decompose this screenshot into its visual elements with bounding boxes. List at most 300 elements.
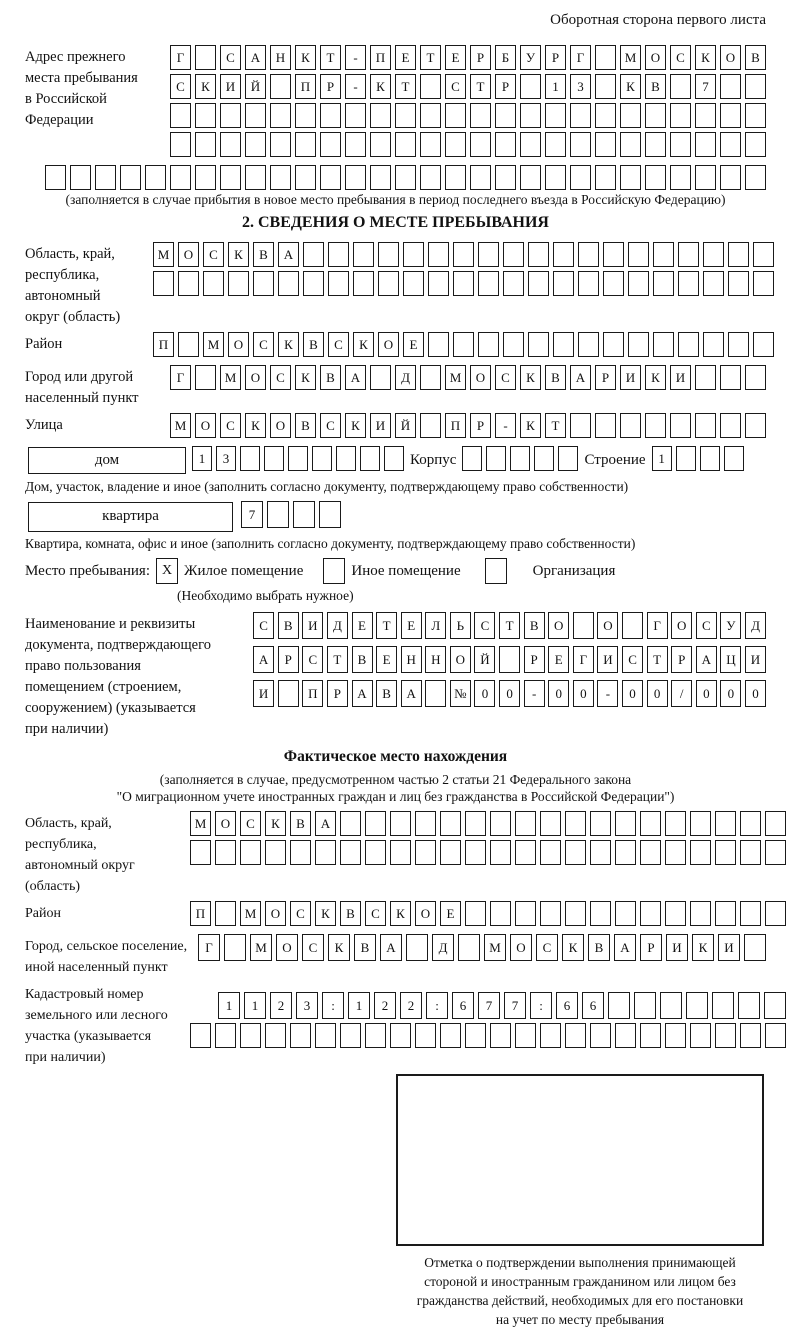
kvartira-row	[28, 501, 766, 532]
label-line: в Российской	[25, 91, 107, 107]
oblast-label	[25, 242, 153, 328]
page-side-note: Оборотная сторона первого листа	[550, 12, 766, 28]
fact-gorod-field	[25, 934, 766, 978]
label-line: при наличии)	[25, 1050, 106, 1065]
char-cell: 1	[218, 992, 240, 1019]
char-cell	[515, 901, 536, 926]
char-cell: И	[745, 646, 766, 673]
char-cell	[520, 74, 541, 99]
char-cell	[365, 840, 386, 865]
char-cell	[445, 103, 466, 128]
char-cell: М	[190, 811, 211, 836]
char-cell	[240, 446, 260, 471]
char-cell	[728, 271, 749, 296]
char-cell	[370, 103, 391, 128]
label-line: Город, сельское поселение,	[25, 939, 188, 954]
char-cell	[615, 840, 636, 865]
char-cell: В	[340, 901, 361, 926]
char-cell: Й	[395, 413, 416, 438]
char-cell: У	[720, 612, 741, 639]
char-cell	[595, 74, 616, 99]
char-cell	[295, 165, 316, 190]
char-cell	[290, 840, 311, 865]
char-cell	[565, 1023, 586, 1048]
doc-row-1	[247, 612, 766, 639]
char-cell	[253, 271, 274, 296]
char-cell: №	[450, 680, 471, 707]
char-cell	[425, 680, 446, 707]
char-cell	[528, 242, 549, 267]
char-cell: -	[345, 74, 366, 99]
label-line: республика,	[25, 267, 100, 283]
char-cell	[595, 165, 616, 190]
char-cell	[645, 132, 666, 157]
char-cell: К	[345, 413, 366, 438]
label-line: населенный пункт	[25, 390, 139, 406]
char-cell: П	[302, 680, 323, 707]
char-cell	[745, 165, 766, 190]
char-cell: Т	[647, 646, 668, 673]
label-line: гражданства действий, необходимых для его постановки	[416, 1293, 744, 1308]
char-cell: 0	[548, 680, 569, 707]
char-cell	[288, 446, 308, 471]
char-cell	[670, 74, 691, 99]
char-cell: Е	[395, 45, 416, 70]
char-cell	[153, 271, 174, 296]
char-cell: С	[240, 811, 261, 836]
korpus-cells	[462, 446, 578, 471]
stamp-area	[25, 1074, 766, 1329]
char-cell: С	[270, 365, 291, 390]
char-cell	[315, 1023, 336, 1048]
char-cell	[695, 165, 716, 190]
char-cell	[370, 365, 391, 390]
char-cell	[603, 242, 624, 267]
kvartira-cells	[241, 501, 341, 528]
oblast-row-1	[153, 242, 774, 267]
char-cell: Р	[470, 45, 491, 70]
char-cell: -	[597, 680, 618, 707]
ulitsa-row	[153, 413, 766, 438]
label-line: помещением (строением,	[25, 679, 182, 695]
char-cell: О	[470, 365, 491, 390]
char-cell: Н	[401, 646, 422, 673]
char-cell: М	[153, 242, 174, 267]
char-cell: В	[354, 934, 376, 961]
char-cell	[264, 446, 284, 471]
char-cell	[553, 242, 574, 267]
char-cell	[478, 271, 499, 296]
char-cell	[267, 501, 289, 528]
char-cell: С	[474, 612, 495, 639]
char-cell: О	[415, 901, 436, 926]
char-cell	[465, 901, 486, 926]
gorod-field	[25, 365, 766, 409]
char-cell	[665, 840, 686, 865]
char-cell	[628, 242, 649, 267]
kadastr-field	[25, 982, 766, 1068]
fact-rayon-label: Район	[25, 906, 61, 921]
char-cell	[690, 811, 711, 836]
char-cell: 2	[400, 992, 422, 1019]
prev-address-label	[25, 45, 165, 131]
char-cell: К	[328, 934, 350, 961]
label-line: автономный округ	[25, 858, 135, 873]
char-cell: Р	[524, 646, 545, 673]
char-cell: 1	[652, 446, 672, 471]
char-cell: 0	[720, 680, 741, 707]
char-cell: М	[484, 934, 506, 961]
gorod-label	[25, 365, 153, 409]
char-cell: Е	[376, 646, 397, 673]
char-cell: О	[265, 901, 286, 926]
char-cell: И	[718, 934, 740, 961]
char-cell: С	[328, 332, 349, 357]
doc-row-2	[247, 646, 766, 673]
char-cell	[595, 45, 616, 70]
char-cell	[715, 811, 736, 836]
char-cell	[690, 840, 711, 865]
char-cell	[295, 103, 316, 128]
char-cell	[695, 365, 716, 390]
fact-oblast-label	[25, 811, 190, 897]
label-line: Кадастровый номер	[25, 987, 144, 1002]
section2-heading: 2. СВЕДЕНИЯ О МЕСТЕ ПРЕБЫВАНИЯ	[242, 214, 549, 231]
char-cell: :	[530, 992, 552, 1019]
char-cell	[695, 103, 716, 128]
char-cell	[490, 811, 511, 836]
char-cell	[660, 992, 682, 1019]
char-cell	[240, 840, 261, 865]
char-cell: Т	[395, 74, 416, 99]
char-cell	[360, 446, 380, 471]
char-cell	[620, 413, 641, 438]
char-cell: 6	[582, 992, 604, 1019]
char-cell: В	[303, 332, 324, 357]
label-line: сооружением) (указывается	[25, 700, 196, 716]
char-cell	[328, 271, 349, 296]
char-cell	[415, 840, 436, 865]
char-cell: С	[220, 413, 241, 438]
gorod-row	[153, 365, 766, 390]
char-cell: 2	[374, 992, 396, 1019]
char-cell	[320, 165, 341, 190]
char-cell	[753, 332, 774, 357]
char-cell	[745, 132, 766, 157]
char-cell: 0	[474, 680, 495, 707]
char-cell: В	[745, 45, 766, 70]
dom-cells	[192, 446, 404, 471]
checkbox-zhiloe: X	[156, 558, 178, 584]
char-cell: Д	[432, 934, 454, 961]
char-cell: В	[320, 365, 341, 390]
char-cell	[420, 413, 441, 438]
fact-oblast-row-2	[190, 840, 786, 865]
doc-row-3	[247, 680, 766, 707]
char-cell: О	[671, 612, 692, 639]
label-line: земельного или лесного	[25, 1008, 168, 1023]
char-cell	[645, 413, 666, 438]
char-cell	[700, 446, 720, 471]
char-cell	[545, 103, 566, 128]
char-cell: М	[240, 901, 261, 926]
ulitsa-rows	[153, 413, 766, 442]
char-cell	[540, 901, 561, 926]
label-line: стороной и иностранным гражданином или лицом без	[424, 1274, 736, 1289]
mesto-label: Место пребывания:	[25, 562, 150, 579]
char-cell	[340, 1023, 361, 1048]
char-cell	[270, 132, 291, 157]
char-cell	[528, 332, 549, 357]
char-cell: -	[495, 413, 516, 438]
ulitsa-label: Улица	[25, 417, 63, 433]
char-cell	[578, 242, 599, 267]
char-cell	[465, 840, 486, 865]
char-cell	[195, 132, 216, 157]
char-cell	[319, 501, 341, 528]
char-cell: Р	[278, 646, 299, 673]
char-cell	[293, 501, 315, 528]
char-cell	[320, 103, 341, 128]
label-line: Область, край,	[25, 816, 112, 831]
char-cell: А	[570, 365, 591, 390]
char-cell	[440, 1023, 461, 1048]
char-cell	[665, 811, 686, 836]
char-cell	[440, 840, 461, 865]
ulitsa-field	[25, 413, 766, 442]
char-cell	[365, 811, 386, 836]
char-cell	[445, 165, 466, 190]
char-cell: В	[545, 365, 566, 390]
char-cell	[545, 132, 566, 157]
char-cell	[703, 242, 724, 267]
char-cell: Р	[671, 646, 692, 673]
char-cell	[345, 165, 366, 190]
char-cell	[678, 242, 699, 267]
char-cell: П	[153, 332, 174, 357]
char-cell: Е	[440, 901, 461, 926]
label-line: на учет по месту пребывания	[495, 1312, 665, 1327]
char-cell	[170, 165, 191, 190]
char-cell	[565, 811, 586, 836]
fact-gorod-row	[190, 934, 766, 961]
char-cell: Р	[495, 74, 516, 99]
char-cell	[462, 446, 482, 471]
char-cell: О	[645, 45, 666, 70]
char-cell: :	[426, 992, 448, 1019]
char-cell: Г	[198, 934, 220, 961]
char-cell: 6	[556, 992, 578, 1019]
dom-row	[28, 446, 766, 475]
char-cell	[215, 1023, 236, 1048]
char-cell	[745, 413, 766, 438]
char-cell: -	[345, 45, 366, 70]
prev-address-field	[25, 45, 766, 161]
char-cell: В	[524, 612, 545, 639]
char-cell: Т	[376, 612, 397, 639]
char-cell	[634, 992, 656, 1019]
char-cell: О	[228, 332, 249, 357]
char-cell	[515, 1023, 536, 1048]
kvartira-box: квартира	[28, 502, 233, 532]
rayon-row	[153, 332, 774, 357]
char-cell: К	[562, 934, 584, 961]
char-cell	[295, 132, 316, 157]
char-cell	[378, 271, 399, 296]
char-cell	[420, 365, 441, 390]
char-cell: К	[370, 74, 391, 99]
char-cell	[178, 332, 199, 357]
char-cell	[278, 271, 299, 296]
char-cell	[470, 132, 491, 157]
char-cell	[740, 811, 761, 836]
rayon-label: Район	[25, 336, 63, 352]
char-cell: Й	[245, 74, 266, 99]
label-line: Наименование и реквизиты	[25, 616, 196, 632]
char-cell: В	[376, 680, 397, 707]
char-cell: А	[245, 45, 266, 70]
char-cell: О	[548, 612, 569, 639]
char-cell: 1	[545, 74, 566, 99]
char-cell: В	[278, 612, 299, 639]
char-cell: Е	[403, 332, 424, 357]
char-cell	[553, 332, 574, 357]
char-cell	[190, 840, 211, 865]
char-cell: О	[195, 413, 216, 438]
char-cell: 7	[478, 992, 500, 1019]
char-cell	[270, 74, 291, 99]
char-cell: Т	[499, 612, 520, 639]
char-cell: 0	[696, 680, 717, 707]
char-cell	[740, 901, 761, 926]
char-cell	[565, 840, 586, 865]
char-cell: Т	[470, 74, 491, 99]
label-line: республика,	[25, 837, 97, 852]
gorod-rows	[153, 365, 766, 394]
char-cell: С	[220, 45, 241, 70]
char-cell: Й	[474, 646, 495, 673]
fact-caption-2: "О миграционном учете иностранных граждан и лиц без гражданства в Российской Федерации")	[116, 789, 675, 804]
char-cell	[312, 446, 332, 471]
char-cell	[395, 132, 416, 157]
char-cell	[744, 934, 766, 961]
kadastr-label	[25, 982, 190, 1068]
char-cell	[578, 271, 599, 296]
char-cell: Н	[425, 646, 446, 673]
char-cell	[570, 413, 591, 438]
kadastr-rows	[190, 992, 786, 1052]
char-cell	[678, 332, 699, 357]
fact-heading: Фактическое место нахождения	[283, 748, 508, 765]
char-cell	[428, 332, 449, 357]
stamp-caption	[384, 1253, 776, 1329]
option-organizatsiya-label: Организация	[532, 562, 616, 579]
char-cell: П	[370, 45, 391, 70]
char-cell: 7	[241, 501, 263, 528]
fact-caption-1: (заполняется в случае, предусмотренном частью 2 статьи 21 Федерального закона	[159, 772, 632, 787]
char-cell	[640, 901, 661, 926]
char-cell: М	[203, 332, 224, 357]
char-cell	[465, 1023, 486, 1048]
char-cell	[603, 332, 624, 357]
char-cell: К	[315, 901, 336, 926]
char-cell	[378, 242, 399, 267]
char-cell	[228, 271, 249, 296]
char-cell: С	[622, 646, 643, 673]
char-cell	[720, 74, 741, 99]
char-cell	[608, 992, 630, 1019]
char-cell: 1	[348, 992, 370, 1019]
char-cell	[720, 165, 741, 190]
char-cell	[265, 1023, 286, 1048]
char-cell	[203, 271, 224, 296]
char-cell: :	[322, 992, 344, 1019]
char-cell	[384, 446, 404, 471]
char-cell	[270, 165, 291, 190]
char-cell	[120, 165, 141, 190]
char-cell	[340, 811, 361, 836]
char-cell: К	[645, 365, 666, 390]
char-cell	[220, 132, 241, 157]
char-cell	[590, 901, 611, 926]
char-cell	[403, 242, 424, 267]
char-cell	[515, 811, 536, 836]
char-cell	[590, 840, 611, 865]
char-cell: 0	[647, 680, 668, 707]
char-cell: Г	[170, 45, 191, 70]
char-cell	[290, 1023, 311, 1048]
char-cell	[690, 1023, 711, 1048]
char-cell: В	[352, 646, 373, 673]
char-cell: А	[352, 680, 373, 707]
label-line: Город или другой	[25, 369, 134, 385]
char-cell: Б	[495, 45, 516, 70]
char-cell: М	[170, 413, 191, 438]
char-cell	[720, 413, 741, 438]
char-cell: И	[220, 74, 241, 99]
char-cell	[195, 365, 216, 390]
char-cell	[678, 271, 699, 296]
char-cell	[715, 901, 736, 926]
char-cell	[503, 271, 524, 296]
char-cell	[420, 74, 441, 99]
char-cell	[540, 1023, 561, 1048]
char-cell	[595, 413, 616, 438]
char-cell: Л	[425, 612, 446, 639]
korpus-label: Корпус	[410, 452, 457, 468]
char-cell: -	[524, 680, 545, 707]
label-line: автономный	[25, 288, 101, 304]
char-cell	[270, 103, 291, 128]
char-cell: Д	[745, 612, 766, 639]
fact-gorod-label	[25, 934, 190, 978]
char-cell	[720, 103, 741, 128]
char-cell	[715, 840, 736, 865]
char-cell	[520, 132, 541, 157]
char-cell	[495, 132, 516, 157]
char-cell: С	[670, 45, 691, 70]
char-cell	[615, 901, 636, 926]
char-cell: В	[290, 811, 311, 836]
char-cell	[420, 103, 441, 128]
char-cell	[320, 132, 341, 157]
label-line: при наличии)	[25, 721, 109, 737]
char-cell	[178, 271, 199, 296]
fact-rayon-row	[190, 901, 786, 926]
char-cell	[245, 103, 266, 128]
char-cell: К	[695, 45, 716, 70]
char-cell	[595, 103, 616, 128]
